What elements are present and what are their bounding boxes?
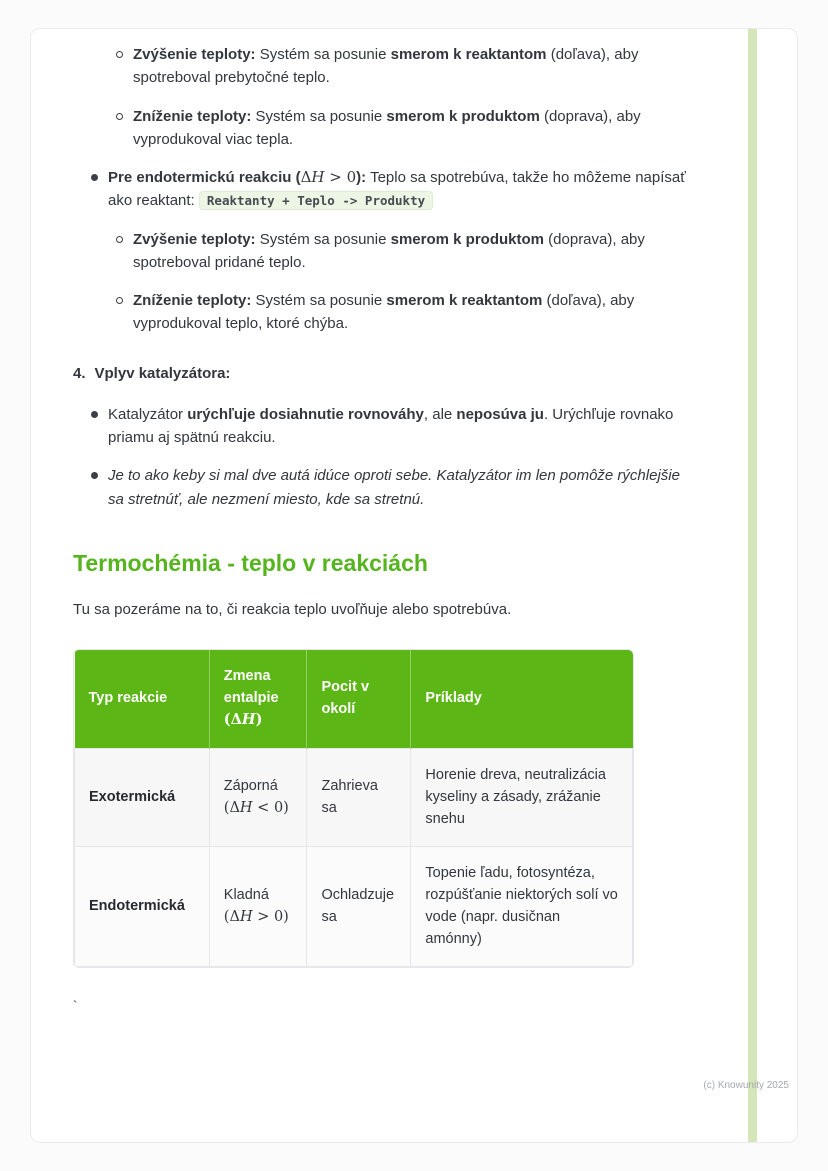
circle-bullet-icon [116, 236, 123, 243]
document-page [30, 28, 798, 1143]
item-number: 4. [73, 364, 86, 382]
list-item [73, 105, 697, 152]
list-item-text: Zníženie teploty: Systém sa posunie smerom k produktom (doprava), aby vyprodukoval viac tepla. [133, 107, 641, 148]
table-cell: Záporná (ΔH < 0) [209, 749, 307, 847]
table-cell: Zahrieva sa [307, 749, 411, 847]
list-item [73, 166, 697, 213]
copyright-text: (c) Knowunity 2025 [703, 1080, 789, 1091]
table-cell: Horenie dreva, neutralizácia kyseliny a zásady, zrážanie snehu [411, 749, 633, 847]
list-item [73, 403, 697, 450]
table-header-cell: Pocit v okolí [307, 650, 411, 749]
list-item-text: Zvýšenie teploty: Systém sa posunie smerom k reaktantom (doľava), aby spotreboval prebytočné teplo. [133, 46, 639, 87]
reaction-table [73, 649, 634, 969]
table-header-cell: Zmena entalpie (ΔH) [209, 650, 307, 749]
circle-bullet-icon [116, 297, 123, 304]
table-cell: Topenie ľadu, fotosyntéza, rozpúšťanie niektorých solí vo vode (napr. dusičnan amónny) [411, 847, 633, 967]
table-header-cell: Typ reakcie [75, 650, 210, 749]
list-item-text: Pre endotermickú reakciu (ΔH > 0): Teplo sa spotrebúva, takže ho môžeme napísať ako reaktant: Reaktanty + Teplo -> Produkty [108, 168, 686, 210]
circle-bullet-icon [116, 113, 123, 120]
table-header-cell: Príklady [411, 650, 633, 749]
numbered-item-text: Vplyv katalyzátora: [94, 364, 231, 382]
disc-bullet-icon [91, 174, 98, 181]
list-item [73, 464, 697, 511]
table-header-row [75, 650, 633, 749]
list-item [73, 228, 697, 275]
list-item-text: Zníženie teploty: Systém sa posunie smerom k reaktantom (doľava), aby vyprodukoval teplo, ktoré chýba. [133, 292, 635, 333]
list-item [73, 289, 697, 336]
list-item-text: Zvýšenie teploty: Systém sa posunie smerom k produktom (doprava), aby spotreboval pridané teplo. [133, 230, 645, 271]
section-heading: Termochémia - teplo v reakciách [73, 549, 428, 576]
list-item-text: Katalyzátor urýchľuje dosiahnutie rovnováhy, ale neposúva ju. Urýchľuje rovnako priamu aj spätnú reakciu. [108, 405, 674, 446]
numbered-item [73, 362, 697, 385]
table-cell: Ochladzuje sa [307, 847, 411, 967]
circle-bullet-icon [116, 51, 123, 58]
table-cell: Kladná (ΔH > 0) [209, 847, 307, 967]
table-row [75, 749, 633, 847]
disc-bullet-icon [91, 411, 98, 418]
list-item [73, 43, 697, 90]
table-cell: Exotermická [75, 749, 210, 847]
page-content [31, 29, 797, 1017]
table-row [75, 847, 633, 967]
table-cell: Endotermická [75, 847, 210, 967]
intro-paragraph: Tu sa pozeráme na to, či reakcia teplo uvoľňuje alebo spotrebúva. [73, 600, 512, 618]
stray-backtick: ` [73, 998, 78, 1014]
disc-bullet-icon [91, 472, 98, 479]
reaction-table-grid [74, 650, 633, 968]
list-item-text: Je to ako keby si mal dve autá idúce oproti sebe. Katalyzátor im len pomôže rýchlejšie sa stretnúť, ale nezmení miesto, kde sa stretnú. [108, 467, 680, 508]
